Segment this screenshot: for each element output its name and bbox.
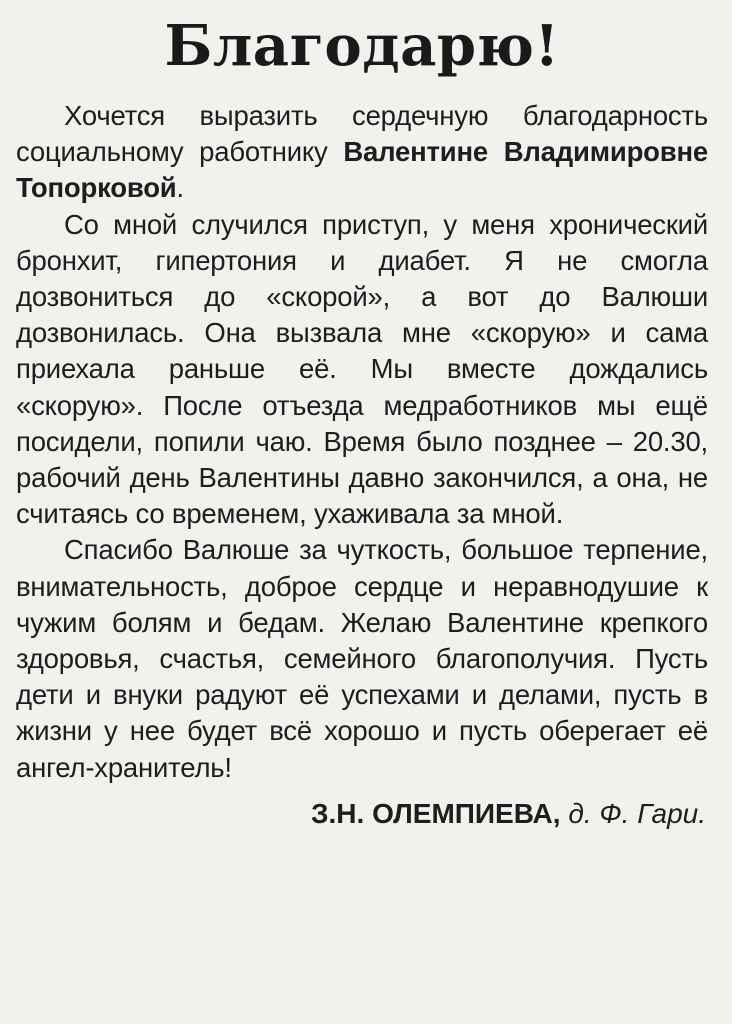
author-place: д. Ф. Гари. — [568, 797, 706, 829]
recipient-name: Валентине Владимировне Топорковой — [16, 136, 708, 204]
article-body — [16, 98, 708, 786]
paragraph-3: Спасибо Валюше за чуткость, большое терпение, внимательность, доброе сердце и неравнодушие к чужим болям и бедам. Желаю Валентине крепкого здоровья, счастья, семейного благополучия. Пусть дети и внуки радуют её успехами и делами, пусть в жизни у нее будет всё хорошо и пусть оберегает её ангел-хранитель! — [16, 534, 708, 783]
article-title: Благодарю! — [164, 13, 560, 79]
paragraph-1-intro: Хочется выразить сердечную благодарность социальному работнику — [16, 100, 708, 168]
signature — [16, 794, 708, 834]
paragraph-1 — [16, 98, 708, 207]
author-name: З.Н. ОЛЕМПИЕВА, — [310, 797, 561, 829]
paragraph-2: Со мной случился приступ, у меня хронический бронхит, гипертония и диабет. Я не смогла дозвониться до «скорой», а вот до Валюши дозвонилась. Она вызвала мне «скорую» и сама приехала раньше её. Мы вместе дождались «скорую». После отъезда медработников мы ещё посидели, попили чаю. Время было позднее – 20.30, рабочий день Валентины давно закончился, а она, не считаясь со временем, ухаживала за мной. — [16, 208, 708, 530]
paragraph-1-end: . — [176, 172, 184, 204]
